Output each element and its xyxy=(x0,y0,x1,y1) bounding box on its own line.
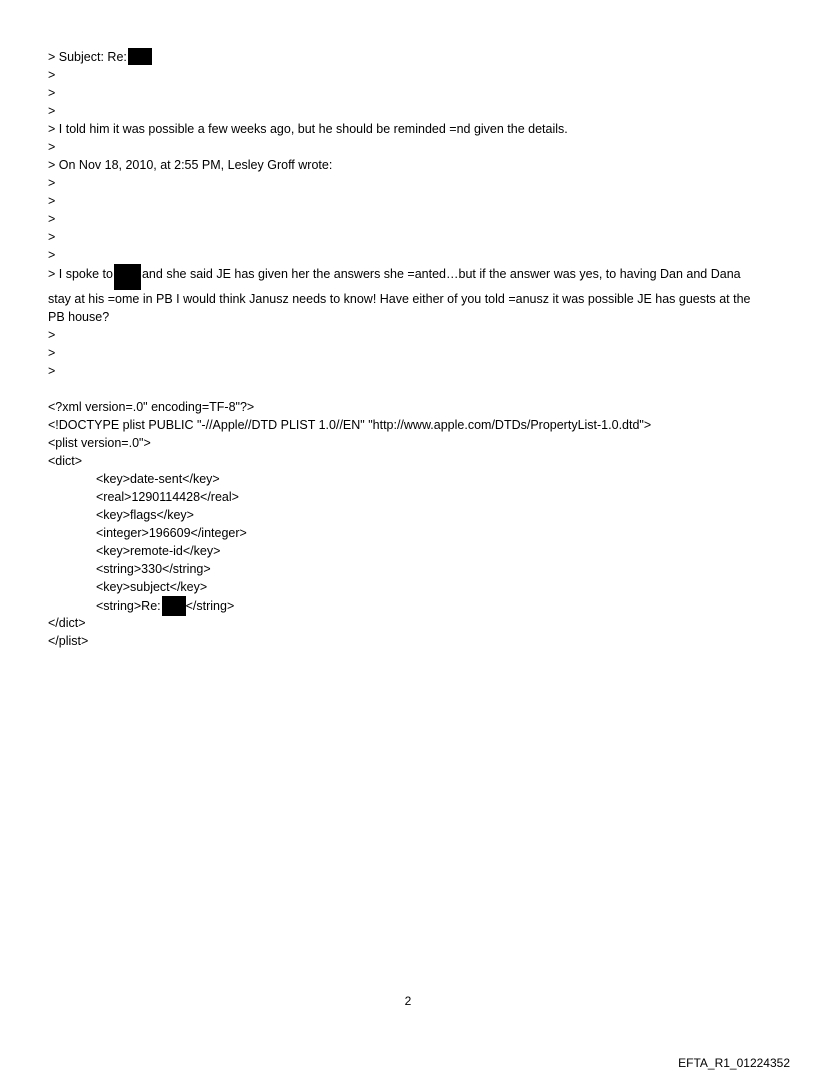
subject-line xyxy=(48,48,768,66)
quote-marker: > xyxy=(48,194,56,208)
quote-marker: > xyxy=(48,364,56,378)
dict-entry: <key>subject</key> xyxy=(96,580,208,594)
spoke-body: and she said JE has given her the answers she =anted…but if the answer was yes, to having Dan and Dana stay at his =ome in PB I would think Janusz needs to know! Have either of you told =anusz it was possible JE has guests at the PB house? xyxy=(48,267,751,324)
xml-doctype: <!DOCTYPE plist PUBLIC "-//Apple//DTD PLIST 1.0//EN" "http://www.apple.com/DTDs/PropertyList-1.0.dtd"> xyxy=(48,418,652,432)
subject-string-suffix: </string> xyxy=(185,599,235,613)
page-number: 2 xyxy=(404,994,412,1008)
on-date-line: > On Nov 18, 2010, at 2:55 PM, Lesley Groff wrote: xyxy=(48,158,333,172)
document-id: EFTA_R1_01224352 xyxy=(678,1056,790,1070)
quote-marker: > xyxy=(48,212,56,226)
subject-string-prefix: <string>Re: xyxy=(96,599,161,613)
spoke-prefix: > I spoke to xyxy=(48,267,113,281)
dict-entry: <string>330</string> xyxy=(96,562,211,576)
quote-marker: > xyxy=(48,140,56,154)
dict-entry: <key>remote-id</key> xyxy=(96,544,221,558)
dict-entry: <real>1290114428</real> xyxy=(96,490,239,504)
quote-marker: > xyxy=(48,248,56,262)
dict-open: <dict> xyxy=(48,454,83,468)
quote-marker: > xyxy=(48,346,56,360)
blank-line xyxy=(48,380,768,398)
dict-close: </dict> xyxy=(48,616,86,630)
subject-string-entry xyxy=(48,596,768,614)
xml-declaration: <?xml version=.0" encoding=TF-8"?> xyxy=(48,400,255,414)
redaction-box xyxy=(114,264,141,290)
dict-entry: <integer>196609</integer> xyxy=(96,526,247,540)
quote-marker: > xyxy=(48,68,56,82)
plist-close: </plist> xyxy=(48,634,89,648)
quote-marker: > xyxy=(48,230,56,244)
quote-marker: > xyxy=(48,328,56,342)
quote-marker: > xyxy=(48,176,56,190)
dict-entry: <key>flags</key> xyxy=(96,508,194,522)
plist-open: <plist version=.0"> xyxy=(48,436,151,450)
quote-marker: > xyxy=(48,86,56,100)
subject-label: > Subject: Re: xyxy=(48,50,127,64)
redaction-box xyxy=(128,48,152,65)
quote-marker: > xyxy=(48,104,56,118)
told-line: > I told him it was possible a few weeks ago, but he should be reminded =nd given the details. xyxy=(48,122,568,136)
dict-entry: <key>date-sent</key> xyxy=(96,472,220,486)
email-document xyxy=(48,48,768,650)
spoke-paragraph xyxy=(48,264,754,326)
redaction-box xyxy=(162,596,186,616)
